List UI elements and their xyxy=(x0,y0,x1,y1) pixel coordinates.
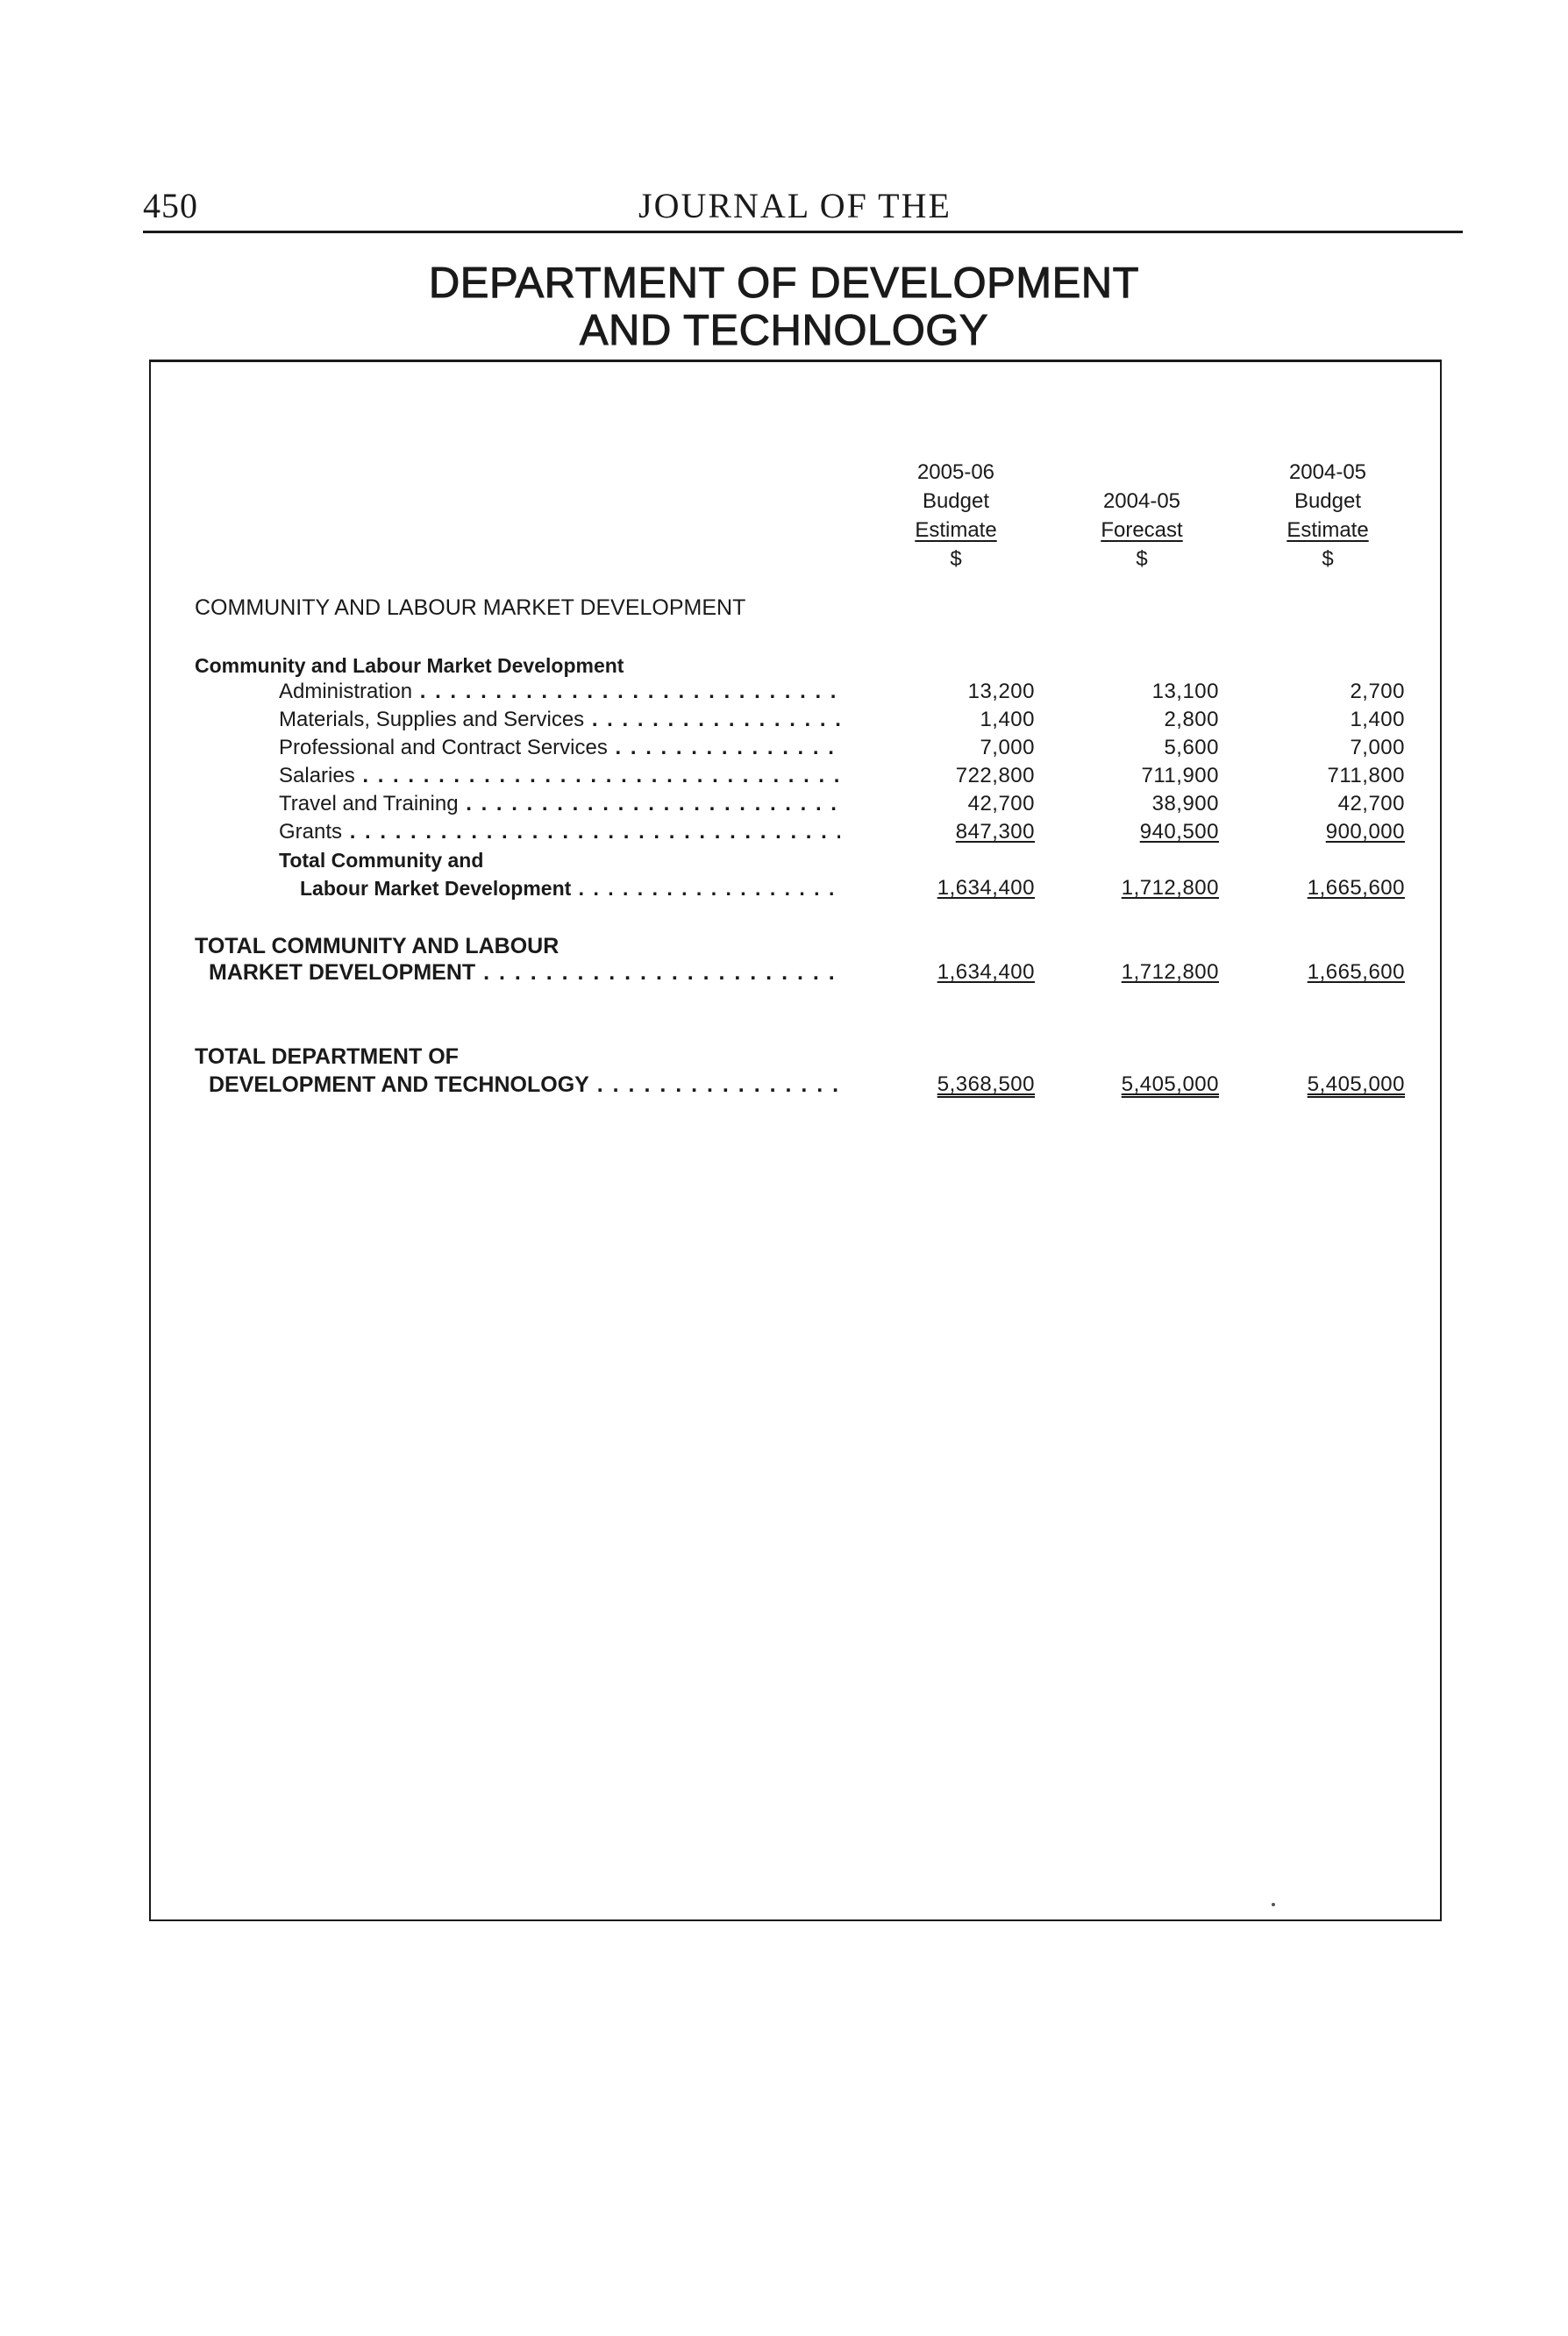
section-heading: COMMUNITY AND LABOUR MARKET DEVELOPMENT xyxy=(195,595,746,620)
column-header-2004-05-forecast xyxy=(1063,458,1221,573)
line-item-label: Salaries . . . xyxy=(279,763,840,789)
line-item-label: Grants . . . xyxy=(279,819,840,845)
line-item-label: Professional and Contract Services . . . xyxy=(279,735,840,761)
column-header-unit: $ xyxy=(950,547,962,571)
line-item-value: 1,400 xyxy=(1350,708,1405,731)
line-item-value: 7,000 xyxy=(980,736,1035,759)
line-item-value: 38,900 xyxy=(1151,792,1219,815)
scan-speck xyxy=(1272,1903,1275,1906)
running-head: JOURNAL OF THE xyxy=(638,186,951,225)
line-item-value: 2,800 xyxy=(1164,708,1219,731)
subtotal-label-line1: Total Community and xyxy=(279,849,484,872)
department-title-line2: AND TECHNOLOGY xyxy=(579,307,989,354)
column-header-2004-05-budget-estimate xyxy=(1249,458,1407,573)
column-header-unit: $ xyxy=(1136,547,1148,571)
column-header-line: Budget xyxy=(922,489,990,513)
line-item-label: Travel and Training . . . xyxy=(279,791,840,817)
line-item-value: 42,700 xyxy=(967,792,1035,815)
column-header-line: 2005-06 xyxy=(916,460,995,484)
line-item-value: 711,800 xyxy=(1327,764,1405,787)
department-title xyxy=(0,260,1568,354)
line-item-value: 13,100 xyxy=(1151,680,1219,703)
section-total-value: 1,634,400 xyxy=(937,960,1035,984)
department-total-value: 5,405,000 xyxy=(1307,1072,1405,1096)
department-total-label-line2: DEVELOPMENT AND TECHNOLOGY . . . xyxy=(209,1072,840,1098)
line-item-label: Materials, Supplies and Services . . . xyxy=(279,707,840,733)
department-total-value: 5,368,500 xyxy=(937,1072,1035,1096)
running-header xyxy=(143,178,1463,233)
column-header-line: Estimate xyxy=(1286,518,1369,542)
section-total-label-line2: MARKET DEVELOPMENT . . . xyxy=(209,959,840,986)
column-header-unit: $ xyxy=(1322,547,1334,571)
column-header-line: Budget xyxy=(1294,489,1362,513)
column-header-line: Estimate xyxy=(915,518,997,542)
subtotal-value: 1,712,800 xyxy=(1121,876,1219,900)
section-total-value: 1,665,600 xyxy=(1307,960,1405,984)
line-item-value: 2,700 xyxy=(1350,680,1405,703)
line-item-value: 711,900 xyxy=(1141,764,1219,787)
line-item-value: 7,000 xyxy=(1350,736,1405,759)
column-header-line xyxy=(1063,458,1221,487)
subsection-heading: Community and Labour Market Development xyxy=(195,654,624,677)
line-item-value: 722,800 xyxy=(955,764,1035,787)
department-total-value: 5,405,000 xyxy=(1121,1072,1219,1096)
department-title-line1: DEPARTMENT OF DEVELOPMENT xyxy=(428,260,1140,307)
column-header-line: Forecast xyxy=(1101,518,1183,542)
section-total-label-line1: TOTAL COMMUNITY AND LABOUR xyxy=(195,934,559,958)
column-header-line: 2004-05 xyxy=(1288,460,1367,484)
line-item-value: 900,000 xyxy=(1325,820,1405,844)
line-item-value: 1,400 xyxy=(980,708,1035,731)
subtotal-value: 1,665,600 xyxy=(1307,876,1405,900)
line-item-value: 5,600 xyxy=(1164,736,1219,759)
column-header-line: 2004-05 xyxy=(1102,489,1181,513)
column-header-2005-06-budget-estimate xyxy=(877,458,1035,573)
line-item-label: Administration . . . xyxy=(279,679,840,705)
line-item-value: 847,300 xyxy=(955,820,1035,844)
line-item-value: 42,700 xyxy=(1337,792,1405,815)
subtotal-value: 1,634,400 xyxy=(937,876,1035,900)
line-item-value: 13,200 xyxy=(967,680,1035,703)
page-number: 450 xyxy=(143,186,198,225)
department-total-label-line1: TOTAL DEPARTMENT OF xyxy=(195,1044,459,1069)
line-item-value: 940,500 xyxy=(1139,820,1219,844)
subtotal-label-line2: Labour Market Development . . . xyxy=(300,875,840,901)
section-total-value: 1,712,800 xyxy=(1121,960,1219,984)
